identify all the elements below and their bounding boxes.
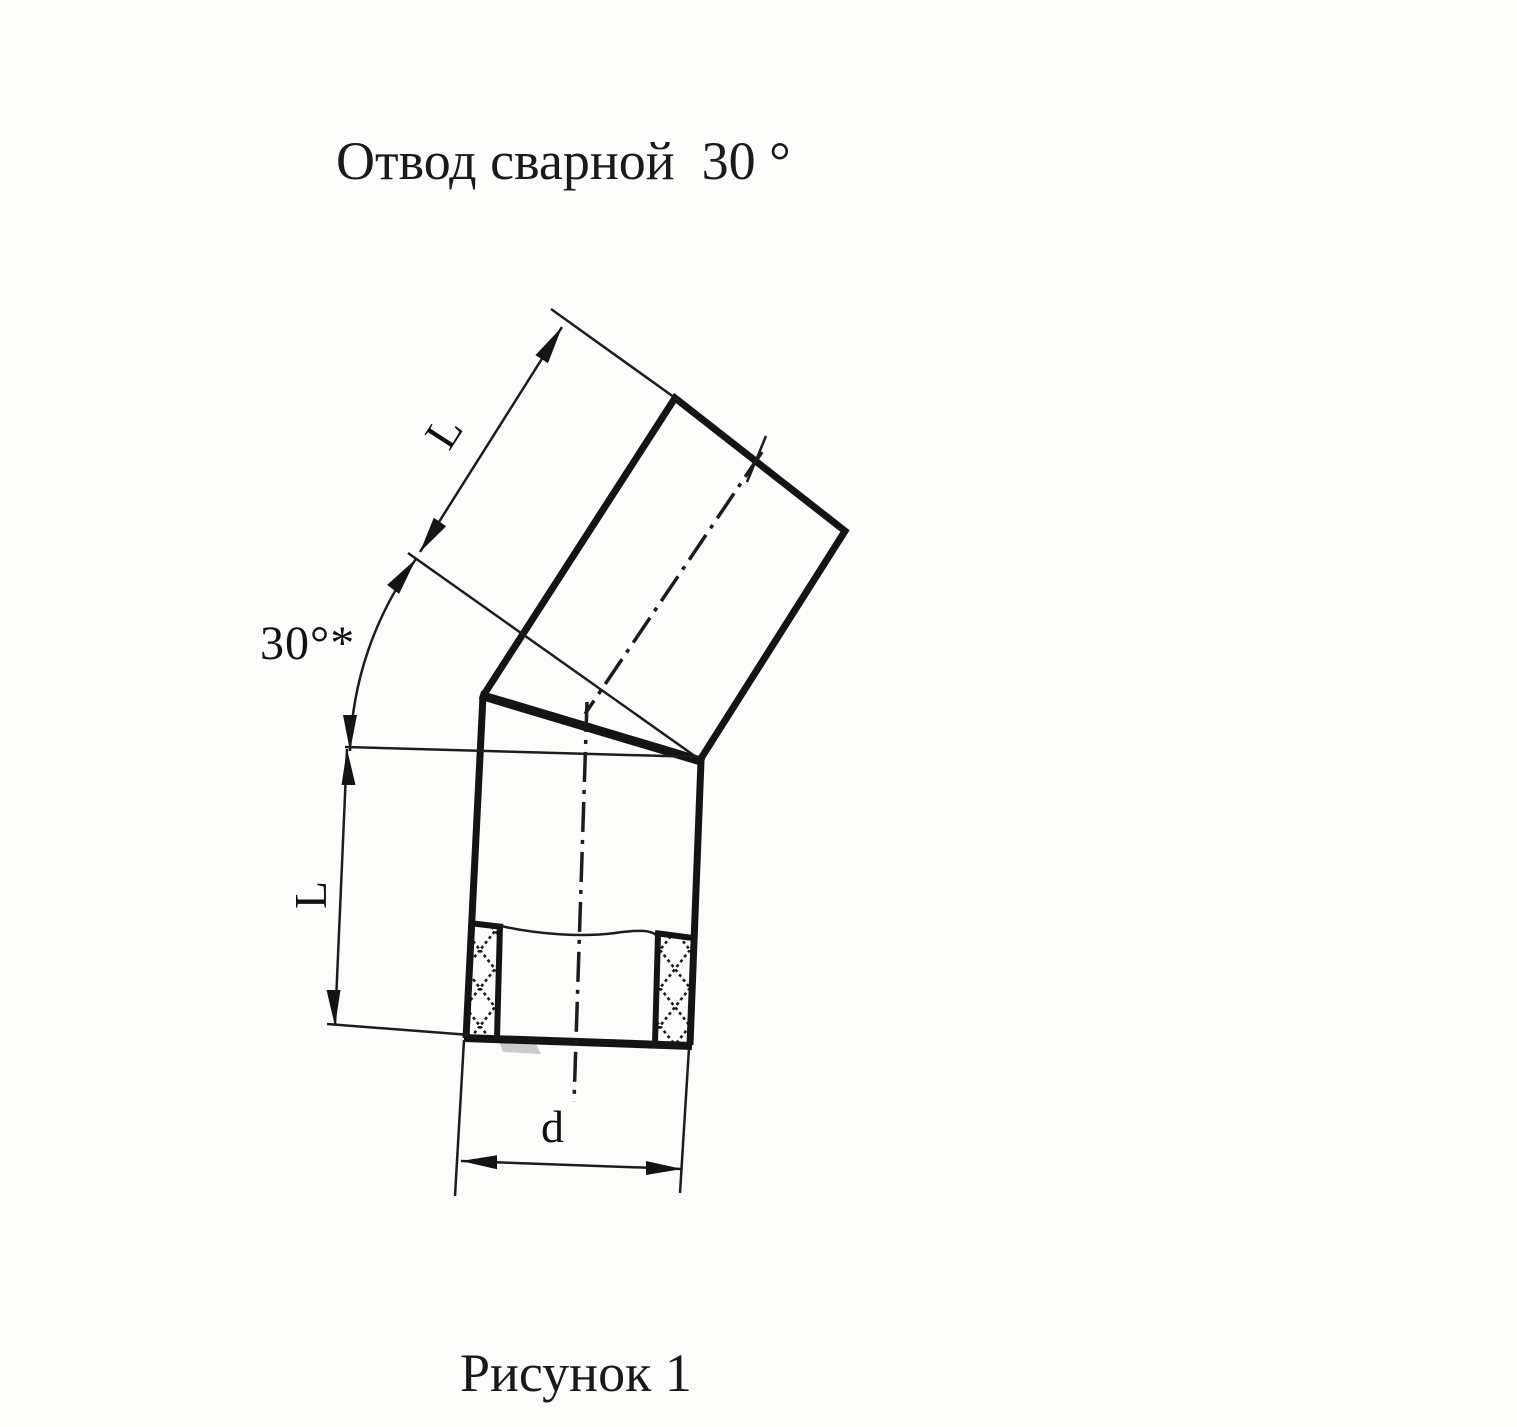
dim-lower-length (285, 749, 470, 1035)
upper-length-label: L (414, 406, 473, 458)
scan-smudge (500, 1043, 541, 1054)
figure-title: Отвод сварной 30 ° (336, 131, 791, 191)
dim-upper-length (415, 309, 678, 552)
diameter-label: d (541, 1101, 564, 1152)
centerline-upper (585, 436, 766, 714)
dim-diameter (455, 1040, 689, 1196)
figure-caption: Рисунок 1 (460, 1343, 692, 1403)
angle-label: 30°* (260, 617, 356, 670)
lower-length-label: L (285, 880, 336, 909)
upper-pipe-outline (483, 398, 845, 760)
